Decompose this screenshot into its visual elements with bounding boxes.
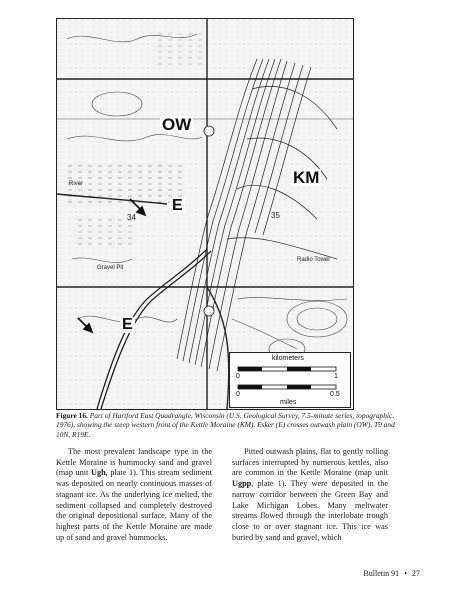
section-34-label: 34 <box>127 213 136 222</box>
left-text-part2: , plate 1). This stream sediment was deposited on nearly continuous masses of stagnant ice. As the underlying ice melted, the sediment collapsed and completely destroyed the original depositional surface. Many of the highest parts of the Kettle Moraine are made up of sand and gravel hummocks. <box>56 468 212 542</box>
body-column-left <box>56 447 212 543</box>
km-tick-0: 0 <box>236 373 240 380</box>
body-column-right <box>232 447 388 543</box>
mi-tick-0: 0 <box>236 391 240 398</box>
river-label: River <box>69 181 84 187</box>
map-drawing <box>57 19 353 409</box>
right-text-part1: Pitted outwash plains, flat to gently rolling surfaces interrupted by numerous kettles, also are common in the Kettle Moraine (map unit <box>232 447 388 478</box>
map-unit-ugpp: Ugpp <box>232 479 252 489</box>
miles-label: miles <box>280 399 297 406</box>
page-footer <box>340 569 420 578</box>
figure-caption <box>56 411 410 439</box>
section-35-label: 35 <box>271 211 280 220</box>
scale-bar <box>229 352 351 408</box>
esker-label-upper: E <box>172 197 183 214</box>
bullet-separator: • <box>404 569 407 578</box>
kilometers-label: kilometers <box>272 355 304 362</box>
esker-label-lower: E <box>122 316 133 333</box>
outwash-plain-label: OW <box>162 115 192 134</box>
gravel-pit-label: Gravel Pit <box>97 265 124 271</box>
left-text-part1: The most prevalent landscape type in the Kettle Moraine is hummocky sand and gravel (map unit <box>56 447 212 478</box>
right-text-part2: , plate 1). They were deposited in the narrow corridor between the Green Bay and Lake Michigan Lobes. Many meltwater streams flowed through the interlobate trough close to or over stagnant ice. This ice was buried by sand and gravel, which <box>232 479 388 542</box>
km-tick-1: 1 <box>334 373 338 380</box>
mi-tick-1: 0.5 <box>330 391 340 398</box>
kettle-moraine-label: KM <box>293 168 320 187</box>
radio-tower-label: Radio Tower <box>297 257 331 263</box>
figure-number: Figure 16. <box>56 411 88 420</box>
topographic-map <box>56 18 354 410</box>
page-number: 27 <box>412 569 420 578</box>
figure-caption-text: Part of Hartford East Quadrangle, Wisconsin (U.S. Geological Survey, 7.5-minute series, topographic, 1976), showing the steep western front of the Kettle Moraine (KM). Esker (E) crosses outwash plain (OW), T9 and 10N, R19E. <box>56 411 395 439</box>
bulletin-label: Bulletin 91 <box>363 569 400 578</box>
map-unit-ugh: Ugh <box>91 468 106 478</box>
